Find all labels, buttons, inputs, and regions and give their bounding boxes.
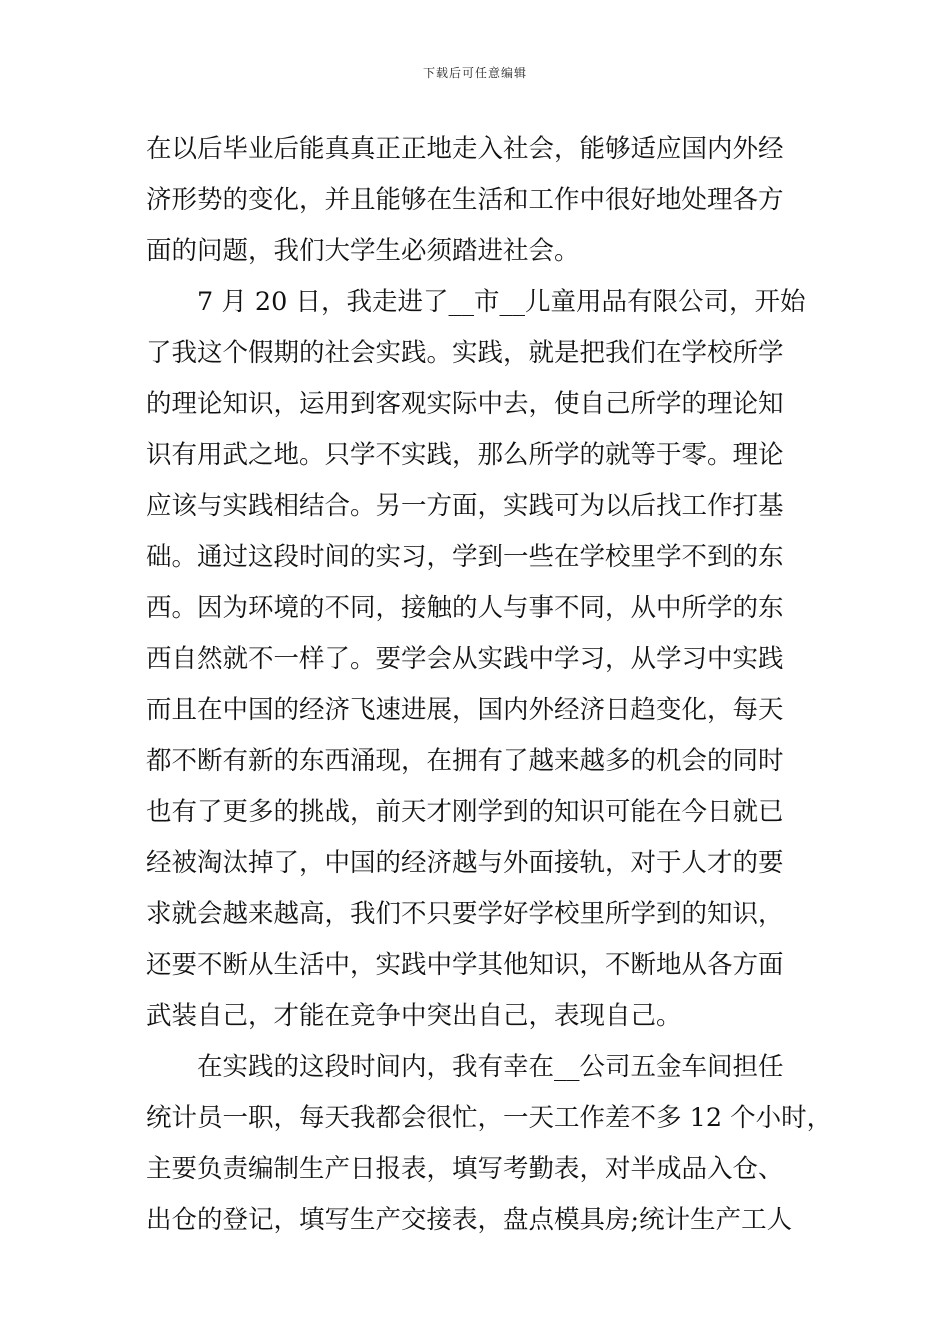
text-line: 了我这个假期的社会实践。实践，就是把我们在学校所学: [146, 338, 784, 368]
text-line: 面的问题，我们大学生必须踏进社会。: [146, 236, 580, 266]
text-line: 在实践的这段时间内，我有幸在__公司五金车间担任: [197, 1052, 784, 1082]
text-line: 7 月 20 日，我走进了__市__儿童用品有限公司，开始: [197, 287, 806, 317]
paragraph-2: [146, 277, 811, 1042]
text-line: 西自然就不一样了。要学会从实践中学习，从学习中实践: [146, 644, 784, 674]
text-line: 还要不断从生活中，实践中学其他知识，不断地从各方面: [146, 950, 784, 980]
text-line: 武装自己，才能在竞争中突出自己，表现自己。: [146, 1001, 682, 1031]
text-line: 济形势的变化，并且能够在生活和工作中很好地处理各方: [146, 185, 784, 215]
text-line: 出仓的登记，填写生产交接表，盘点模具房;统计生产工人: [146, 1205, 793, 1235]
text-line: 统计员一职，每天我都会很忙，一天工作差不多 12 个小时，: [146, 1103, 833, 1133]
text-line: 应该与实践相结合。另一方面，实践可为以后找工作打基: [146, 491, 784, 521]
text-line: 都不断有新的东西涌现，在拥有了越来越多的机会的同时: [146, 746, 784, 776]
paragraph-1: [146, 124, 811, 277]
text-line: 主要负责编制生产日报表，填写考勤表，对半成品入仓、: [146, 1154, 784, 1184]
text-line: 在以后毕业后能真真正正地走入社会，能够适应国内外经: [146, 134, 784, 164]
document-body: [146, 124, 833, 1246]
text-line: 的理论知识，运用到客观实际中去，使自己所学的理论知: [146, 389, 784, 419]
text-line: 识有用武之地。只学不实践，那么所学的就等于零。理论: [146, 440, 784, 470]
text-line: 求就会越来越高，我们不只要学好学校里所学到的知识，: [146, 899, 784, 929]
text-line: 经被淘汰掉了，中国的经济越与外面接轨，对于人才的要: [146, 848, 784, 878]
text-line: 西。因为环境的不同，接触的人与事不同，从中所学的东: [146, 593, 784, 623]
paragraph-3: [146, 1042, 833, 1246]
page-header: 下载后可任意编辑: [422, 66, 527, 80]
text-line: 也有了更多的挑战，前天才刚学到的知识可能在今日就已: [146, 797, 784, 827]
text-line: 而且在中国的经济飞速进展，国内外经济日趋变化，每天: [146, 695, 784, 725]
text-line: 础。通过这段时间的实习，学到一些在学校里学不到的东: [146, 542, 784, 572]
